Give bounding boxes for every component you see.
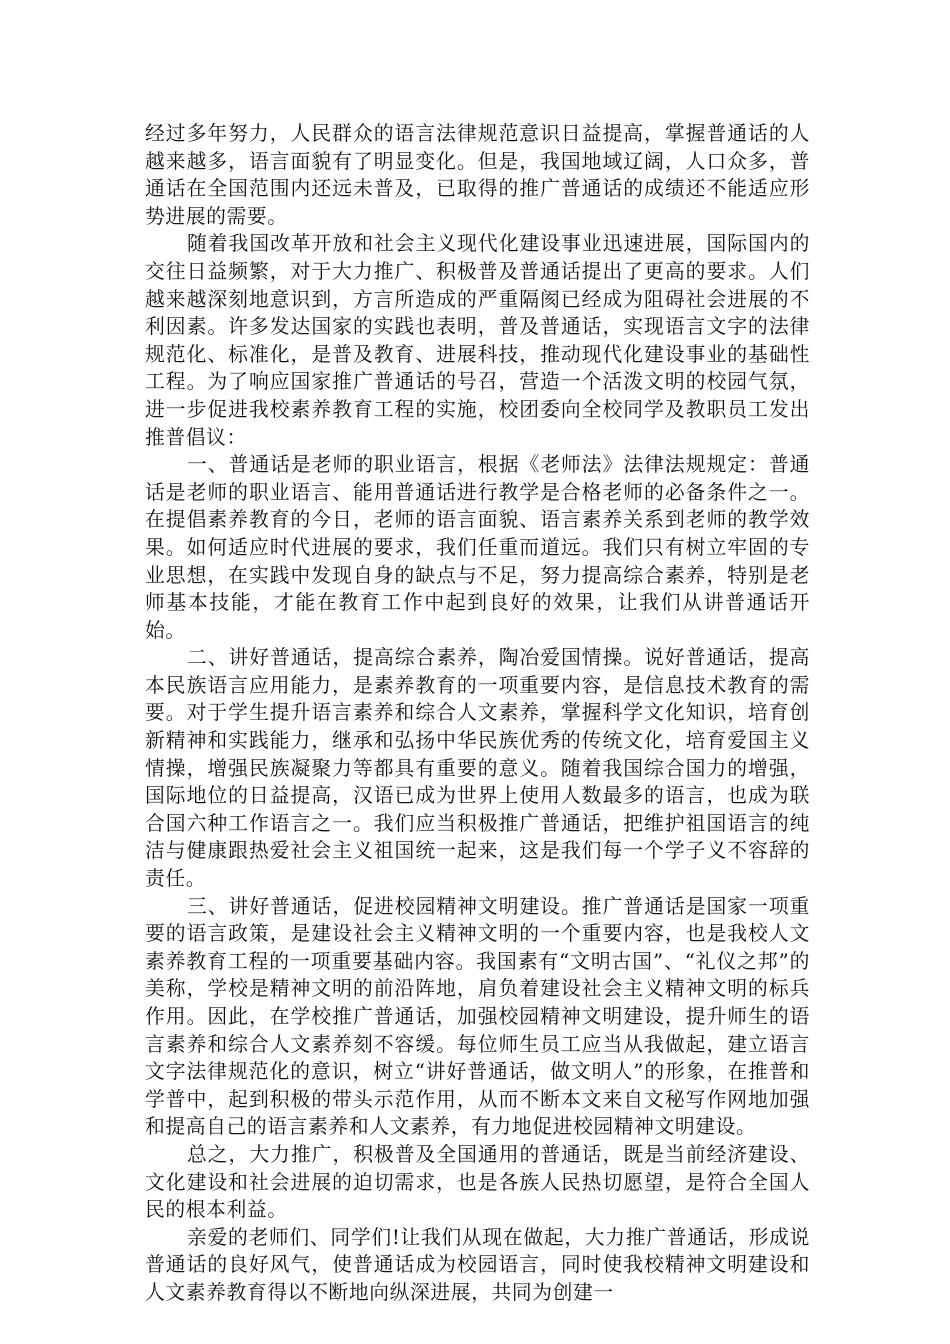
paragraph-context: 随着我国改革开放和社会主义现代化建设事业迅速进展，国际国内的交往日益频繁，对于大力推广、积极普及普通话提出了更高的要求。人们越来越深刻地意识到，方言所造成的严重隔阂已经成为阻碍社会进展的不利因素。许多发达国家的实践也表明，普及普通话，实现语言文字的法律规范化、标准化，是普及教育、进展科技，推动现代化建设事业的基础性工程。为了响应国家推广普通话的号召，营造一个活泼文明的校园气氛，进一步促进我校素养教育工程的实施，校团委向全校同学及教职员工发出推普倡议： xyxy=(145,232,810,449)
paragraph-point-two: 二、讲好普通话，提高综合素养，陶冶爱国情操。说好普通话，提高本民族语言应用能力，是素养教育的一项重要内容，是信息技术教育的需要。对于学生提升语言素养和综合人文素养，掌握科学文化知识，培育创新精神和实践能力，继承和弘扬中华民族优秀的传统文化，培育爱国主义情操，增强民族凝聚力等都具有重要的意义。随着我国综合国力的增强，国际地位的日益提高，汉语已成为世界上使用人数最多的语言，也成为联合国六种工作语言之一。我们应当积极推广普通话，把维护祖国语言的纯洁与健康跟热爱社会主义祖国统一起来，这是我们每一个学子义不容辞的责任。 xyxy=(145,646,810,891)
document-body xyxy=(145,120,810,1307)
paragraph-point-three: 三、讲好普通话，促进校园精神文明建设。推广普通话是国家一项重要的语言政策，是建设社会主义精神文明的一个重要内容，也是我校人文素养教育工程的一项重要基础内容。我国素有“文明古国”、“礼仪之邦”的美称，学校是精神文明的前沿阵地，肩负着建设社会主义精神文明的标兵作用。因此，在学校推广普通话，加强校园精神文明建设，提升师生的语言素养和综合人文素养刻不容缓。每位师生员工应当从我做起，建立语言文字法律规范化的意识，树立“讲好普通话，做文明人”的形象，在推普和学普中，起到积极的带头示范作用，从而不断本文来自文秘写作网地加强和提高自己的语言素养和人文素养，有力地促进校园精神文明建设。 xyxy=(145,894,810,1139)
paragraph-intro: 经过多年努力，人民群众的语言法律规范意识日益提高，掌握普通话的人越来越多，语言面貌有了明显变化。但是，我国地域辽阔，人口众多，普通话在全国范围内还远未普及，已取得的推广普通话的成绩还不能适应形势进展的需要。 xyxy=(145,122,810,228)
paragraph-appeal: 亲爱的老师们、同学们!让我们从现在做起，大力推广普通话，形成说普通话的良好风气，使普通话成为校园语言，同时使我校精神文明建设和人文素养教育得以不断地向纵深进展，共同为创建一 xyxy=(145,1225,810,1304)
paragraph-summary: 总之，大力推广，积极普及全国通用的普通话，既是当前经济建设、文化建设和社会进展的迫切需求，也是各族人民热切愿望，是符合全国人民的根本利益。 xyxy=(145,1142,810,1222)
paragraph-point-one: 一、普通话是老师的职业语言，根据《老师法》法律法规规定：普通话是老师的职业语言、能用普通话进行教学是合格老师的必备条件之一。在提倡素养教育的今日，老师的语言面貌、语言素养关系到老师的教学效果。如何适应时代进展的要求，我们任重而道远。我们只有树立牢固的专业思想，在实践中发现自身的缺点与不足，努力提高综合素养，特别是老师基本技能，才能在教育工作中起到良好的效果，让我们从讲普通话开始。 xyxy=(145,453,810,642)
